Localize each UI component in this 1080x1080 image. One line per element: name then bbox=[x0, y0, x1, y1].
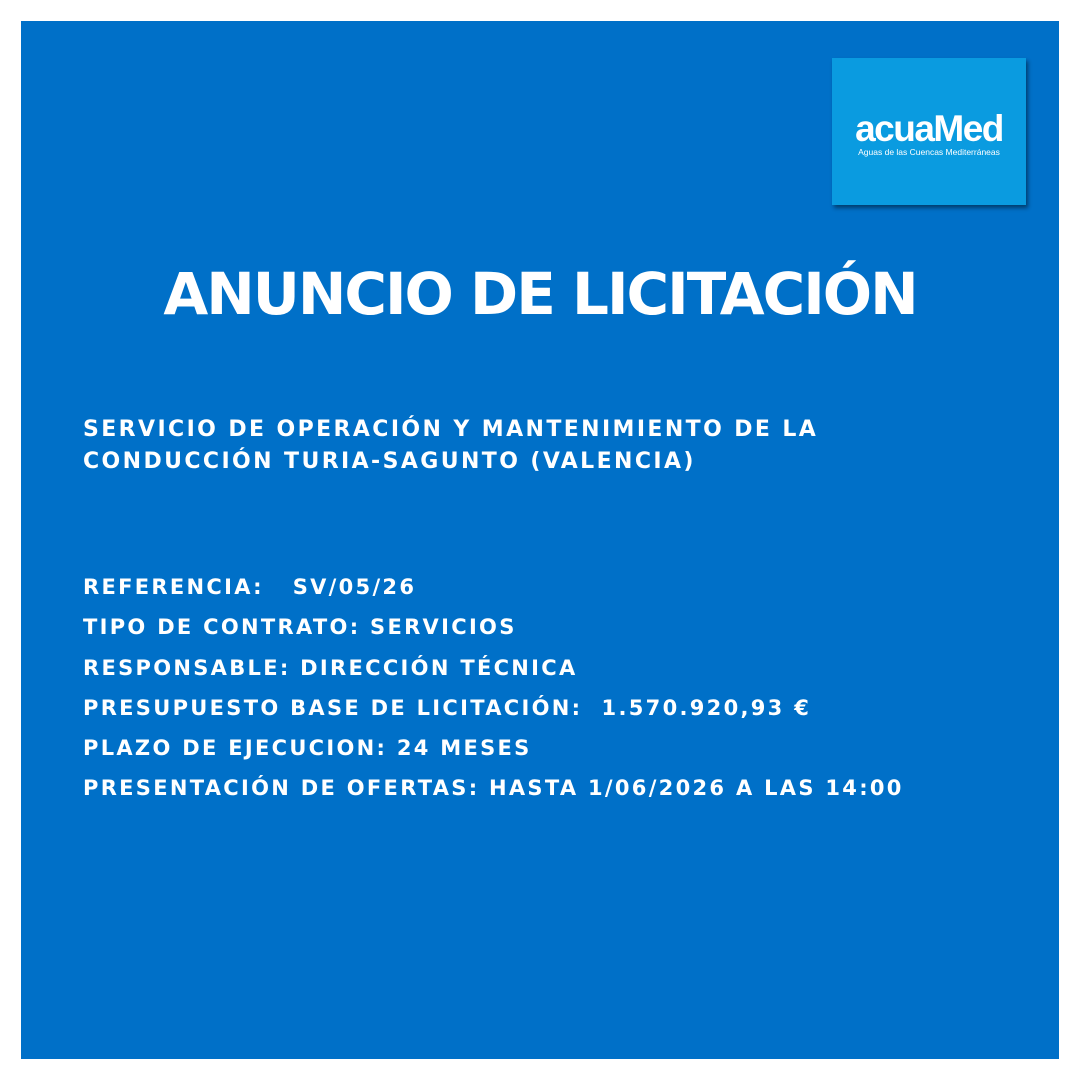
detail-offer-deadline: PRESENTACIÓN DE OFERTAS: HASTA 1/06/2026 A LAS 14:00 bbox=[83, 776, 904, 801]
detail-responsible: RESPONSABLE: DIRECCIÓN TÉCNICA bbox=[83, 655, 578, 680]
detail-base-budget: PRESUPUESTO BASE DE LICITACIÓN: 1.570.920,93 € bbox=[83, 695, 812, 720]
detail-reference: REFERENCIA: SV/05/26 bbox=[83, 575, 417, 599]
contract-subject-line-2: CONDUCCIÓN TURIA-SAGUNTO (VALENCIA) bbox=[83, 449, 696, 474]
contract-subject bbox=[83, 414, 1003, 478]
announcement-panel bbox=[21, 21, 1059, 1059]
contract-subject-line-1: SERVICIO DE OPERACIÓN Y MANTENIMIENTO DE LA bbox=[83, 417, 819, 442]
logo-wordmark: acuaMed bbox=[855, 108, 1003, 149]
detail-execution-term: PLAZO DE EJECUCION: 24 MESES bbox=[83, 736, 532, 761]
contract-details bbox=[83, 567, 1043, 809]
acuamed-logo bbox=[832, 58, 1026, 205]
page-title: ANUNCIO DE LICITACIÓN bbox=[163, 260, 917, 328]
logo-tagline: Aguas de las Cuencas Mediterráneas bbox=[858, 147, 1000, 157]
detail-contract-type: TIPO DE CONTRATO: SERVICIOS bbox=[83, 615, 517, 640]
